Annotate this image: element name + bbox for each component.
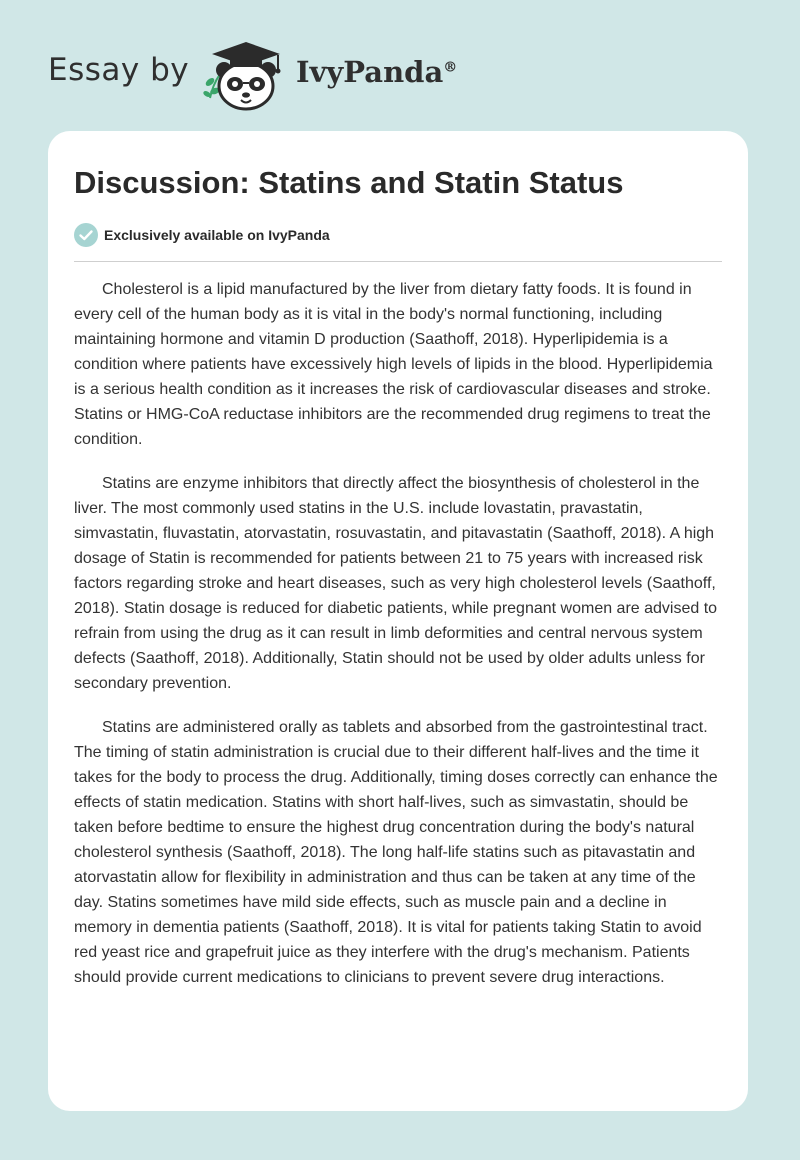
paragraph-3: Statins are administered orally as tablets and absorbed from the gastrointestinal tract. The timing of statin administration is crucial due to their different half-lives and the time it takes for the body to process the drug. Additionally, timing doses correctly can enhance the effects of statin medication. Statins with short half-lives, such as simvastatin, should be taken before bedtime to ensure the highest drug concentration during the body's natural cholesterol synthesis (Saathoff, 2018). The long half-life statins such as pitavastatin and atorvastatin allow for flexibility in administration and thus can be taken at any time of the day. Statins sometimes have mild side effects, such as muscle pain and a decline in memory in dementia patients (Saathoff, 2018). It is vital for patients taking Statin to avoid red yeast rice and grapefruit juice as they interfere with the drug's mechanism. Patients should provide current medications to clinicians to prevent severe drug interactions. bbox=[74, 719, 718, 986]
article-card bbox=[48, 131, 748, 1111]
panda-graduate-icon bbox=[198, 36, 294, 112]
divider bbox=[74, 261, 722, 262]
brand-name: IvyPanda® bbox=[296, 55, 458, 89]
paragraph-2: Statins are enzyme inhibitors that directly affect the biosynthesis of cholesterol in the liver. The most commonly used statins in the U.S. include lovastatin, pravastatin, simvastatin, fluvastatin, atorvastatin, rosuvastatin, and pitavastatin (Saathoff, 2018). A high dosage of Statin is recommended for patients between 21 to 75 years with increased risk factors regarding stroke and heart diseases, such as very high cholesterol levels (Saathoff, 2018). Statin dosage is reduced for diabetic patients, while pregnant women are advised to refrain from using the drug as it can result in limb deformities and central nervous system defects (Saathoff, 2018). Additionally, Statin should not be used by older adults unless for secondary prevention. bbox=[74, 475, 718, 692]
paragraph-1: Cholesterol is a lipid manufactured by the liver from dietary fatty foods. It is found in every cell of the human body as it is vital in the body's normal functioning, including maintaining hormone and vitamin D production (Saathoff, 2018). Hyperlipidemia is a condition where patients have excessively high levels of lipids in the blood. Hyperlipidemia is a serious health condition as it increases the risk of cardiovascular diseases and stroke. Statins or HMG-CoA reductase inhibitors are the recommended drug regimens to treat the condition. bbox=[74, 281, 713, 448]
check-icon bbox=[74, 223, 98, 247]
essay-by-label: Essay by bbox=[48, 52, 190, 88]
exclusive-badge-label: Exclusively available on IvyPanda bbox=[104, 227, 330, 243]
page-title: Discussion: Statins and Statin Status bbox=[74, 165, 624, 200]
article-body bbox=[74, 277, 724, 1009]
site-header bbox=[0, 0, 800, 120]
exclusive-badge bbox=[74, 223, 330, 247]
